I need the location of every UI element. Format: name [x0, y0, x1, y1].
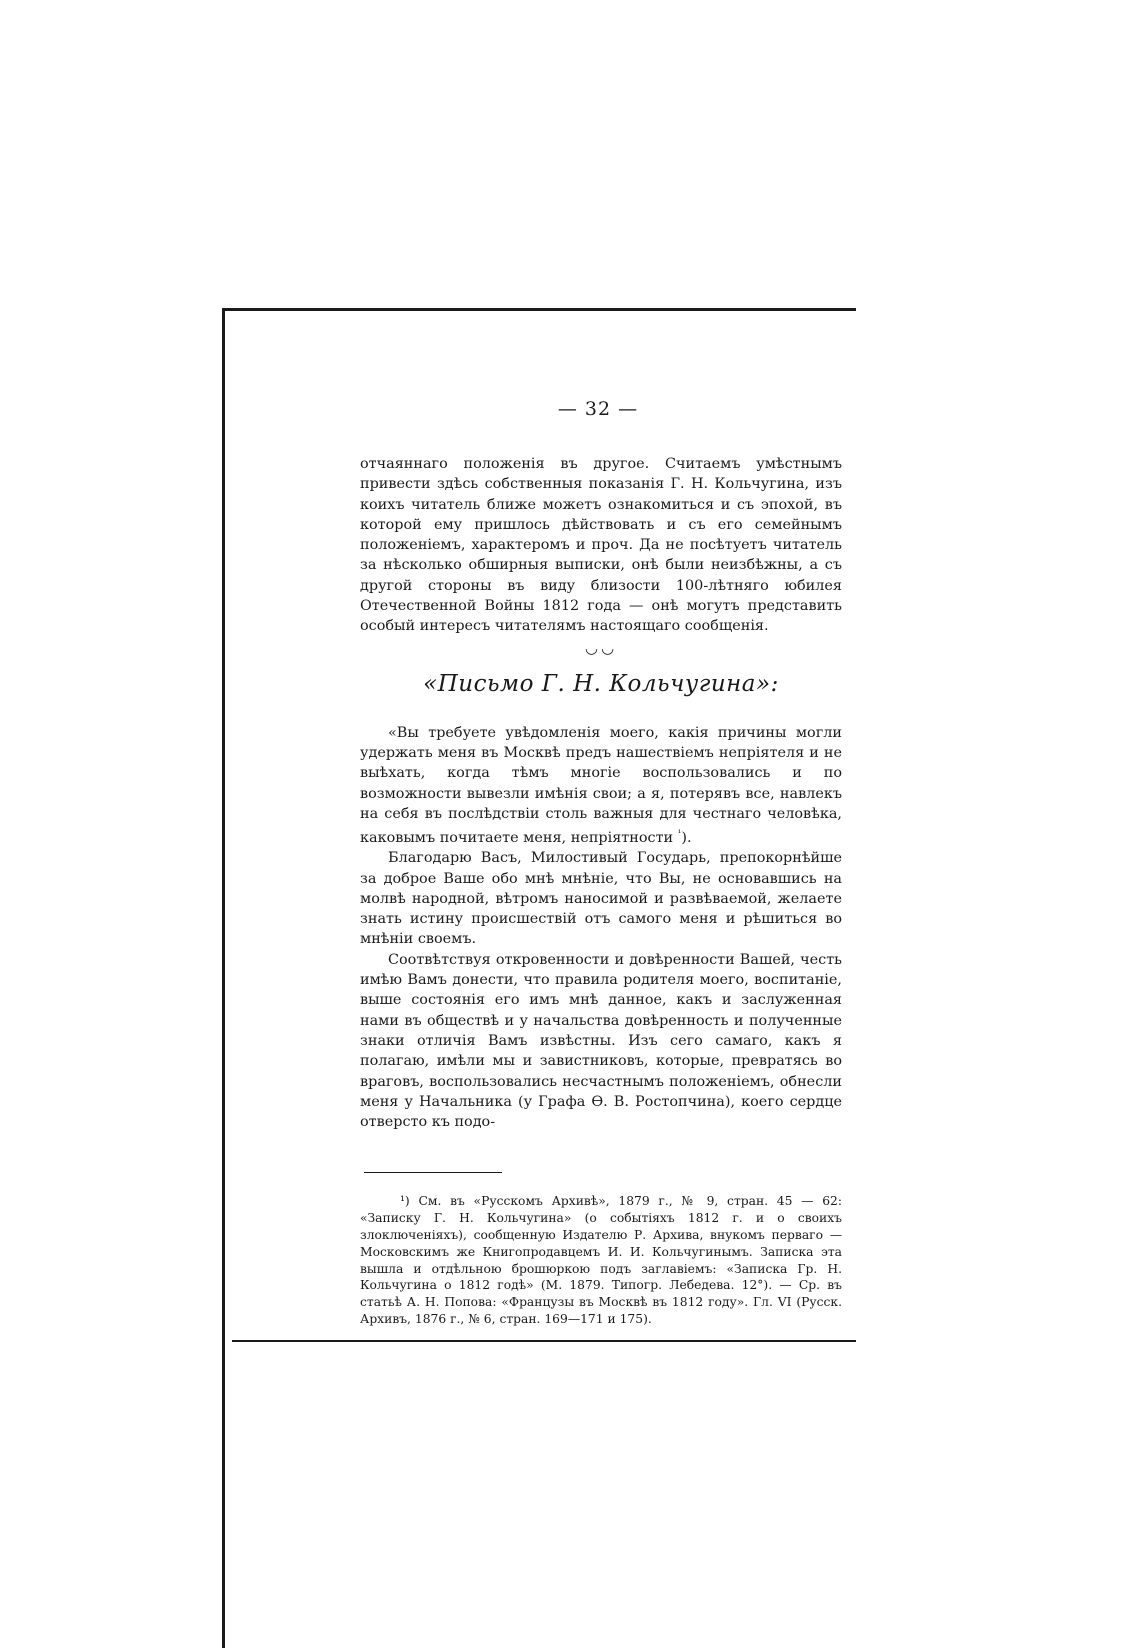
letter-paragraph-1-text: «Вы требуете увѣдомленія моего, какія причины могли удержать меня въ Москвѣ предъ нашествіемъ непріятеля и не выѣхать, когда тѣмъ многіе воспользовались и по возможности вывезли имѣнія свои; а я, потерявъ все, навлекъ на себя въ послѣдствіи столь важныя для честнаго человѣка, каковымъ почитаете меня, непріятности	[360, 724, 842, 846]
letter-paragraph-3: Соотвѣтствуя откровенности и довѣренности Вашей, честь имѣю Вамъ донести, что правила родителя моего, воспитаніе, выше состоянія его имъ мнѣ данное, какъ и заслуженная нами въ обществѣ и у начальства довѣренность и полученные знаки отличія Вамъ извѣстны. Изъ сего самаго, какъ я полагаю, имѣли мы и завистниковъ, которые, превратясь во враговъ, воспользовались несчастнымъ положеніемъ, обнесли меня у Начальника (у Графа Ѳ. В. Ростопчина), коего сердце отверсто къ подо-	[360, 951, 842, 1131]
section-ornament: ◡◡	[584, 638, 618, 657]
page-bottom-rule	[232, 1340, 856, 1342]
letter-paragraph-2: Благодарю Васъ, Милостивый Государь, препокорнѣйше за доброе Ваше обо мнѣ мнѣніе, что Вы, не основавшись на молвѣ народной, вѣтромъ наносимой и развѣваемой, желаете знать истину происшествій отъ самого меня и рѣшиться во мнѣніи своемъ.	[360, 850, 842, 948]
intro-paragraph: отчаяннаго положенія въ другое. Считаемъ умѣстнымъ привести здѣсь собственныя показанія Г. Н. Кольчугина, изъ коихъ читатель ближе можетъ ознакомиться и съ эпохой, въ которой ему пришлось дѣйствовать и съ его семейнымъ положеніемъ, характеромъ и проч. Да не посѣтуетъ читатель за нѣсколько обширныя выписки, онѣ были неизбѣжны, а съ другой стороны въ виду близости 100-лѣтняго юбилея Отечественной Войны 1812 года — онѣ могутъ представить особый интересъ читателямъ настоящаго сообщенія.	[360, 456, 842, 635]
letter-paragraph-1	[360, 723, 842, 849]
letter-title: «Письмо Г. Н. Кольчугина»:	[423, 670, 779, 697]
page-number: — 32 —	[557, 398, 639, 420]
footnote	[360, 1193, 842, 1327]
footnote-separator	[364, 1172, 502, 1173]
footnote-text: См. въ «Русскомъ Архивѣ», 1879 г., № 9, стран. 45 — 62: «Записку Г. Н. Кольчугина» (о событіяхъ 1812 г. и о своихъ злоключеніяхъ), сообщенную Издателю Р. Архива, внукомъ перваго — Московскимъ же Книгопродавцемъ И. И. Кольчугинымъ. Записка эта вышла и отдѣльною брошюркою подъ заглавіемъ: «Записка Гр. Н. Кольчугина о 1812 годѣ» (М. 1879. Типогр. Лебедева. 12°). — Ср. въ статьѣ А. Н. Попова: «Французы въ Москвѣ въ 1812 году». Гл. VI (Русск. Архивъ, 1876 г., № 6, стран. 169—171 и 175).	[360, 1194, 842, 1326]
document-page	[360, 398, 842, 1328]
footnote-marker: ¹)	[400, 1194, 410, 1209]
footnote-reference: ¹	[677, 829, 682, 840]
letter-paragraph-1-end: ).	[681, 829, 692, 846]
